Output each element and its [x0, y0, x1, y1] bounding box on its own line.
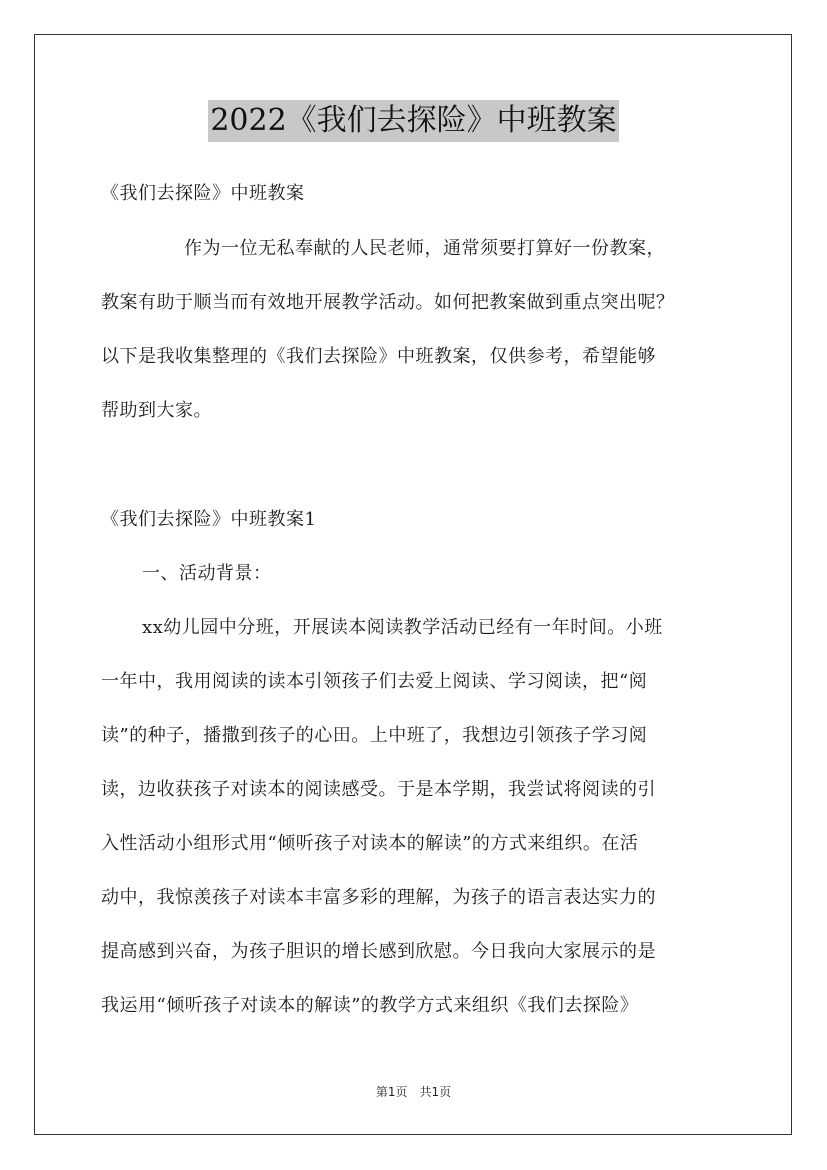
intro-line-1: 作为一位无私奉献的人民老师，通常须要打算好一份教案， — [184, 238, 665, 259]
intro-line-4: 帮助到大家。 — [101, 400, 212, 421]
section-heading: 《我们去探险》中班教案1 — [101, 509, 317, 530]
body-line-2: 一年中，我用阅读的读本引领孩子们去爱上阅读、学习阅读，把“阅 — [101, 671, 648, 692]
body-line-7: 提高感到兴奋，为孩子胆识的增长感到欣慰。今日我向大家展示的是 — [101, 941, 656, 962]
body-line-1: xx幼儿园中分班，开展读本阅读教学活动已经有一年时间。小班 — [142, 617, 663, 638]
body-line-6: 动中，我惊羡孩子对读本丰富多彩的理解，为孩子的语言表达实力的 — [101, 887, 656, 908]
intro-line-3: 以下是我收集整理的《我们去探险》中班教案，仅供参考，希望能够 — [101, 346, 656, 367]
subtitle-heading: 《我们去探险》中班教案 — [101, 183, 305, 204]
page-footer: 第1页 共1页 — [375, 1085, 452, 1099]
body-line-5: 入性活动小组形式用“倾听孩子对读本的解读”的方式来组织。在活 — [101, 833, 639, 854]
body-line-3: 读”的种子，播撒到孩子的心田。上中班了，我想边引领孩子学习阅 — [101, 725, 648, 746]
body-line-4: 读，边收获孩子对读本的阅读感受。于是本学期，我尝试将阅读的引 — [101, 779, 656, 800]
intro-line-2: 教案有助于顺当而有效地开展教学活动。如何把教案做到重点突出呢？ — [101, 292, 675, 313]
document-title: 2022《我们去探险》中班教案 — [208, 100, 618, 142]
document-title-wrapper — [0, 100, 827, 142]
body-line-8: 我运用“倾听孩子对读本的解读”的教学方式来组织《我们去探险》 — [101, 995, 639, 1016]
activity-background-title: 一、活动背景： — [142, 563, 272, 584]
